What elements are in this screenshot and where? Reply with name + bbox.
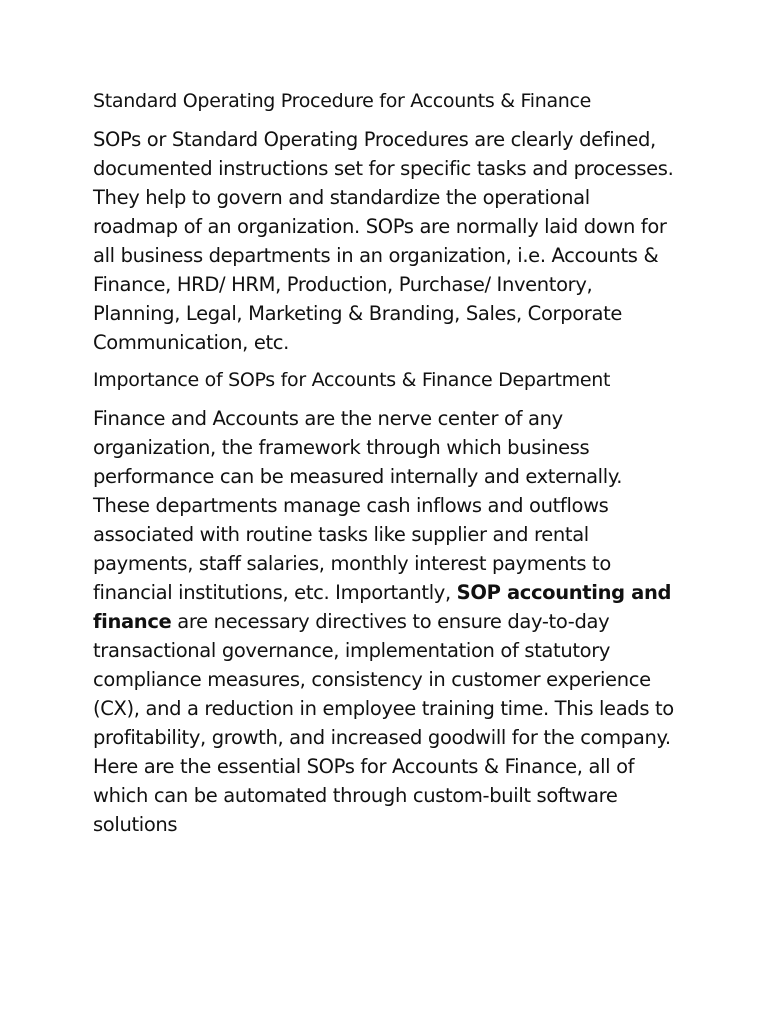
bold-phrase: SOP accounting and bbox=[456, 581, 672, 604]
document-content bbox=[93, 87, 683, 848]
paragraph-line: Communication, etc. bbox=[93, 331, 290, 354]
paragraph-text: financial institutions, etc. Importantly, bbox=[93, 581, 457, 604]
paragraph-line bbox=[93, 578, 683, 607]
bold-phrase: finance bbox=[93, 610, 172, 633]
paragraph-line: all business departments in an organization, i.e. Accounts & bbox=[93, 244, 659, 267]
paragraph-line: associated with routine tasks like supplier and rental bbox=[93, 523, 589, 546]
paragraph-line: compliance measures, consistency in customer experience bbox=[93, 668, 651, 691]
paragraph-line: profitability, growth, and increased goodwill for the company. bbox=[93, 726, 671, 749]
paragraph-line: organization, the framework through which business bbox=[93, 436, 590, 459]
paragraph-line: documented instructions set for specific tasks and processes. bbox=[93, 157, 674, 180]
paragraph-line: These departments manage cash inflows and outflows bbox=[93, 494, 609, 517]
body-paragraph bbox=[93, 404, 683, 839]
paragraph-text: are necessary directives to ensure day-to-day bbox=[171, 610, 610, 633]
paragraph-line: roadmap of an organization. SOPs are normally laid down for bbox=[93, 215, 667, 238]
paragraph-line: Finance, HRD/ HRM, Production, Purchase/ Inventory, bbox=[93, 273, 593, 296]
section-heading: Importance of SOPs for Accounts & Finance Department bbox=[93, 369, 611, 391]
paragraph-line: which can be automated through custom-built software bbox=[93, 784, 618, 807]
intro-paragraph bbox=[93, 125, 683, 357]
paragraph-line: (CX), and a reduction in employee training time. This leads to bbox=[93, 697, 674, 720]
paragraph-line: Planning, Legal, Marketing & Branding, Sales, Corporate bbox=[93, 302, 623, 325]
paragraph-line: They help to govern and standardize the operational bbox=[93, 186, 590, 209]
paragraph-line: SOPs or Standard Operating Procedures are clearly defined, bbox=[93, 128, 656, 151]
paragraph-line: payments, staff salaries, monthly interest payments to bbox=[93, 552, 611, 575]
paragraph-line: performance can be measured internally and externally. bbox=[93, 465, 623, 488]
document-title: Standard Operating Procedure for Accounts & Finance bbox=[93, 90, 592, 112]
paragraph-line bbox=[93, 607, 683, 636]
paragraph-line: Finance and Accounts are the nerve center of any bbox=[93, 407, 563, 430]
paragraph-line: transactional governance, implementation of statutory bbox=[93, 639, 611, 662]
paragraph-line: Here are the essential SOPs for Accounts & Finance, all of bbox=[93, 755, 635, 778]
paragraph-line: solutions bbox=[93, 813, 178, 836]
